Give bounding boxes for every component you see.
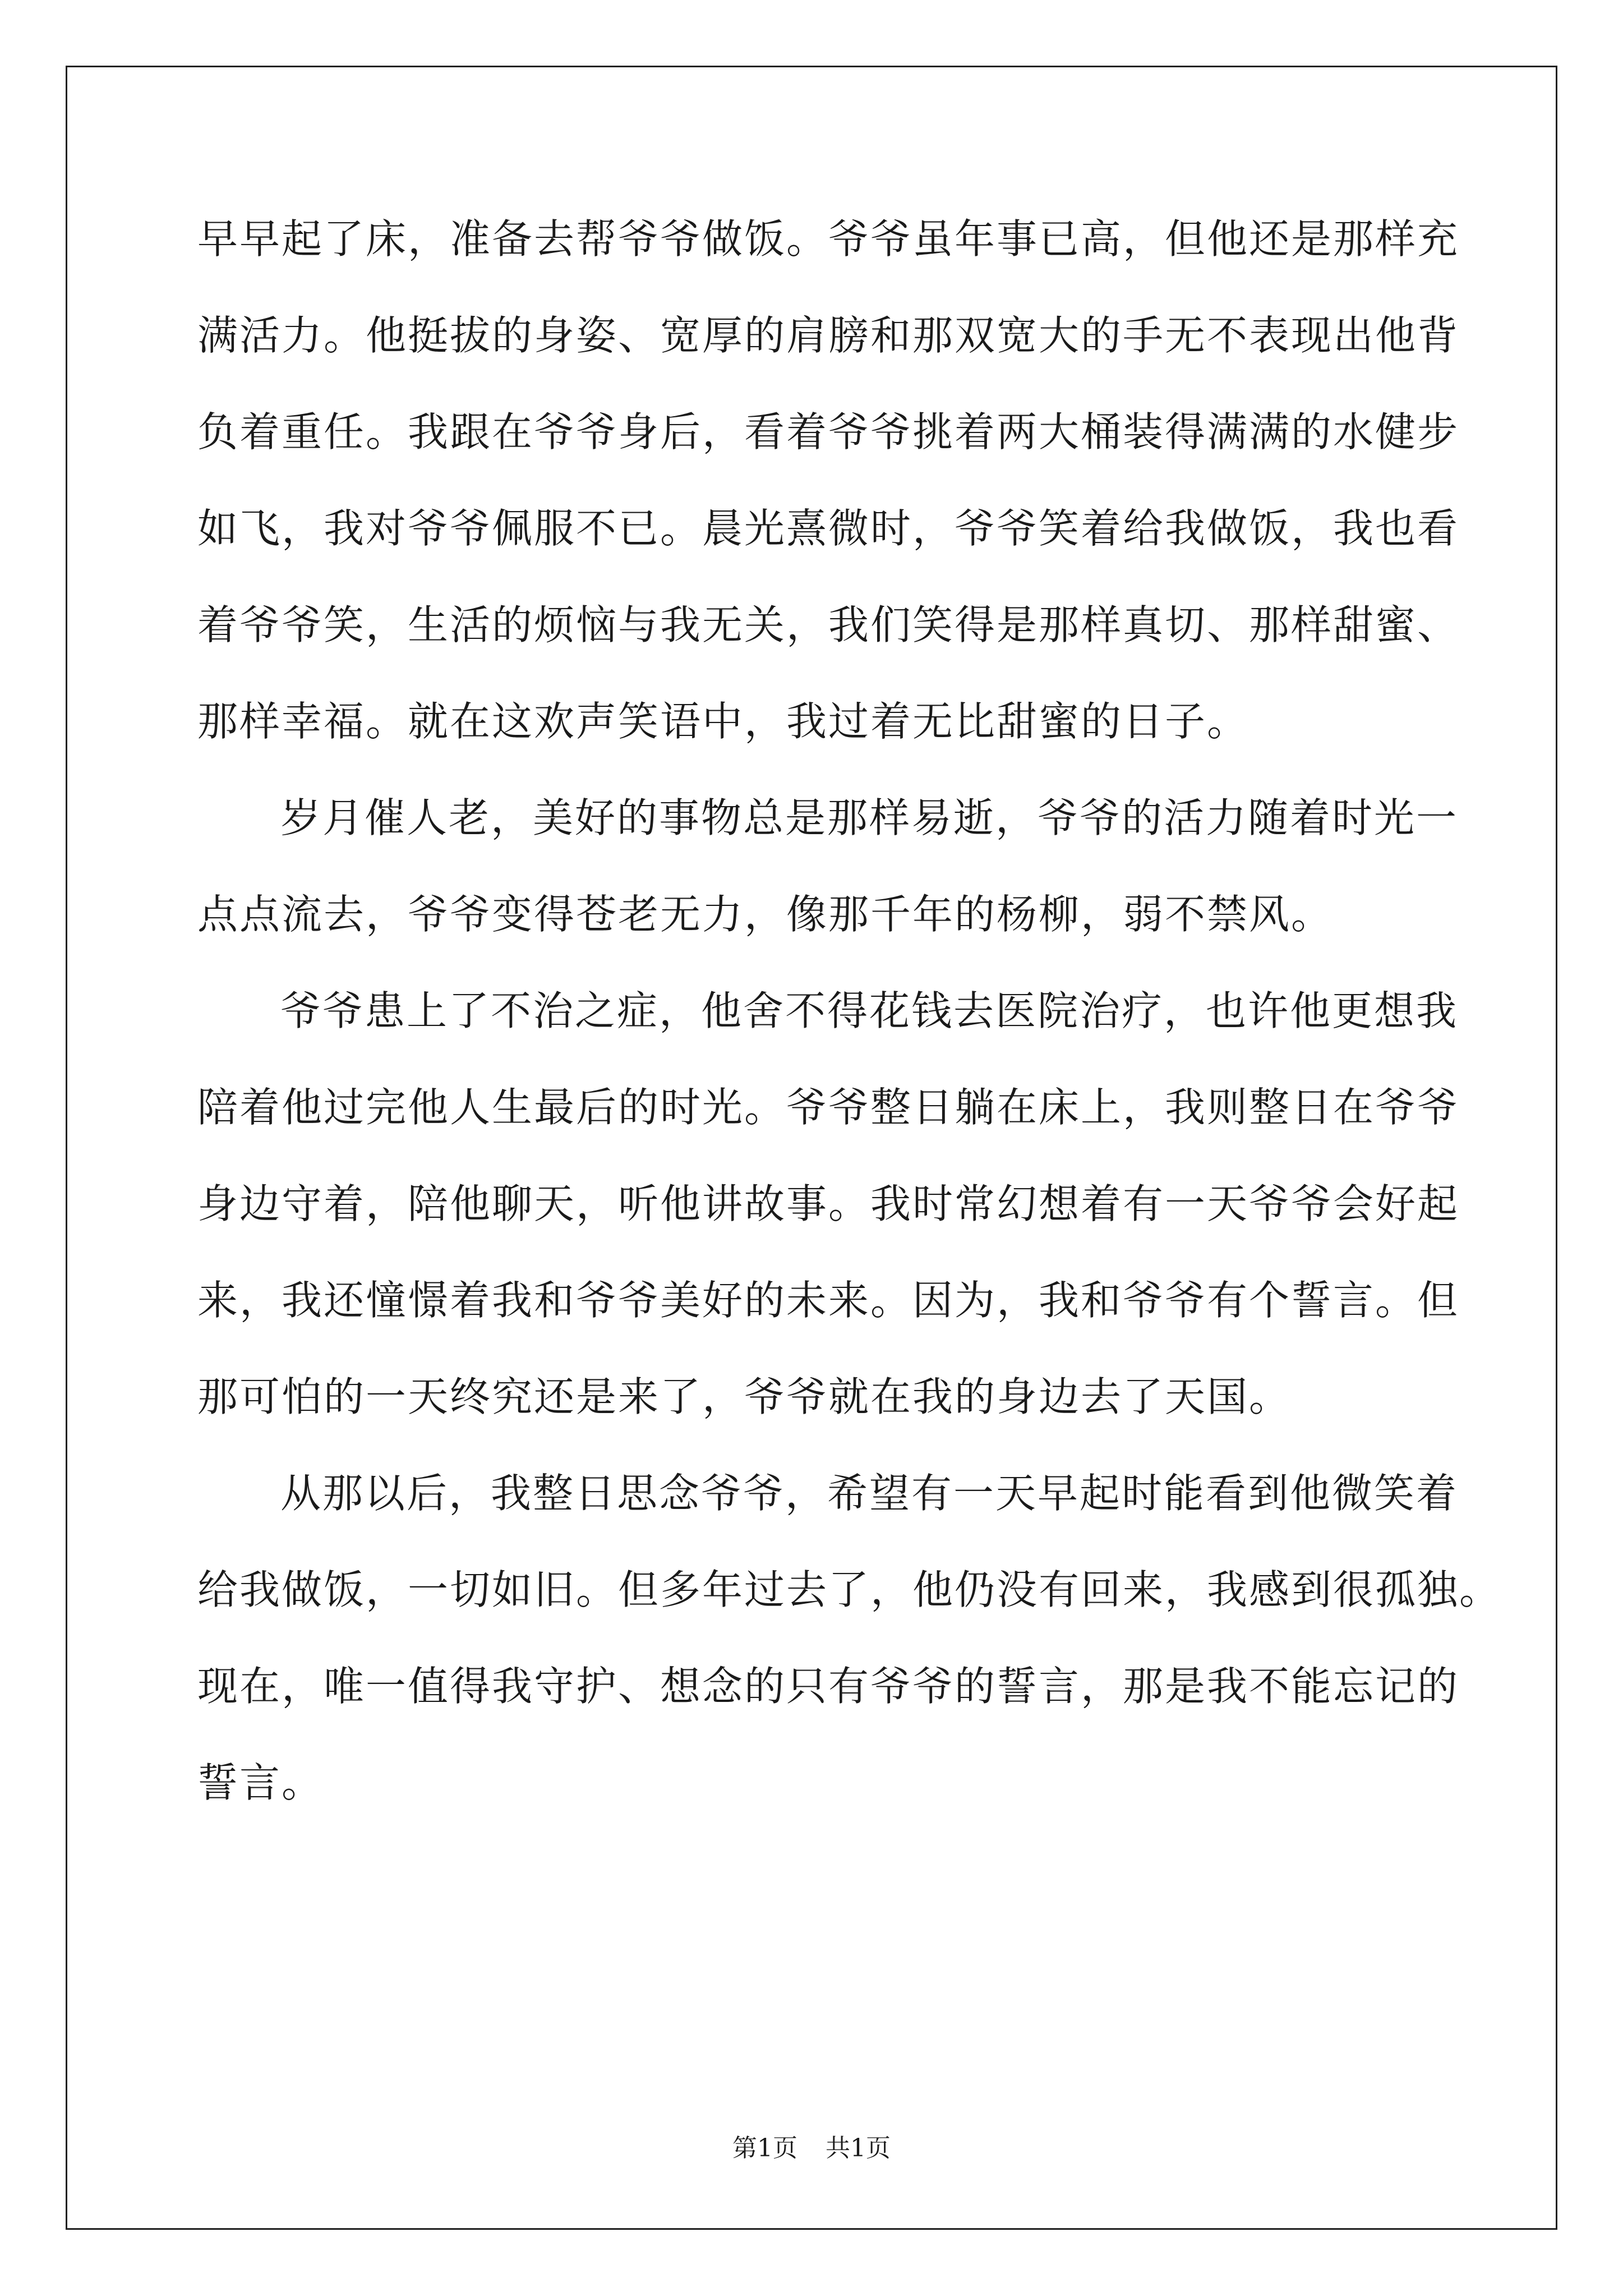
- text-line-12: 来，我还憧憬着我和爷爷美好的未来。因为，我和爷爷有个誓言。但: [197, 1277, 1460, 1324]
- text-line-5: 着爷爷笑，生活的烦恼与我无关，我们笑得是那样真切、那样甜蜜、: [197, 601, 1460, 648]
- text-line-11: 身边守着，陪他聊天，听他讲故事。我时常幻想着有一天爷爷会好起: [197, 1180, 1460, 1227]
- page-total-count: 共1页: [826, 2134, 891, 2162]
- text-line-1: 早早起了床，准备去帮爷爷做饭。爷爷虽年事已高，但他还是那样充: [197, 215, 1460, 263]
- text-line-9: 爷爷患上了不治之症，他舍不得花钱去医院治疗，也许他更想我: [280, 987, 1459, 1034]
- document-body: [197, 191, 1502, 1831]
- text-line-10: 陪着他过完他人生最后的时光。爷爷整日躺在床上，我则整日在爷爷: [197, 1084, 1460, 1131]
- text-line-16: 现在，唯一值得我守护、想念的只有爷爷的誓言，那是我不能忘记的: [197, 1663, 1460, 1710]
- text-line-2: 满活力。他挺拔的身姿、宽厚的肩膀和那双宽大的手无不表现出他背: [197, 312, 1460, 359]
- text-line-13: 那可怕的一天终究还是来了，爷爷就在我的身边去了天国。: [197, 1373, 1292, 1420]
- text-line-7: 岁月催人老，美好的事物总是那样易逝，爷爷的活力随着时光一: [280, 794, 1459, 841]
- text-line-4: 如飞，我对爷爷佩服不已。晨光熹微时，爷爷笑着给我做饭，我也看: [197, 505, 1460, 552]
- text-line-3: 负着重任。我跟在爷爷身后，看着爷爷挑着两大桶装得满满的水健步: [197, 408, 1460, 455]
- page-footer: [0, 2132, 1623, 2165]
- text-line-6: 那样幸福。就在这欢声笑语中，我过着无比甜蜜的日子。: [197, 698, 1249, 745]
- page-current-number: 第1页: [732, 2134, 797, 2162]
- text-line-8: 点点流去，爷爷变得苍老无力，像那千年的杨柳，弱不禁风。: [197, 891, 1334, 938]
- text-line-15: 给我做饭，一切如旧。但多年过去了，他仍没有回来，我感到很孤独。: [197, 1566, 1502, 1613]
- text-line-17: 誓言。: [197, 1759, 324, 1806]
- text-line-14: 从那以后，我整日思念爷爷，希望有一天早起时能看到他微笑着: [280, 1470, 1459, 1517]
